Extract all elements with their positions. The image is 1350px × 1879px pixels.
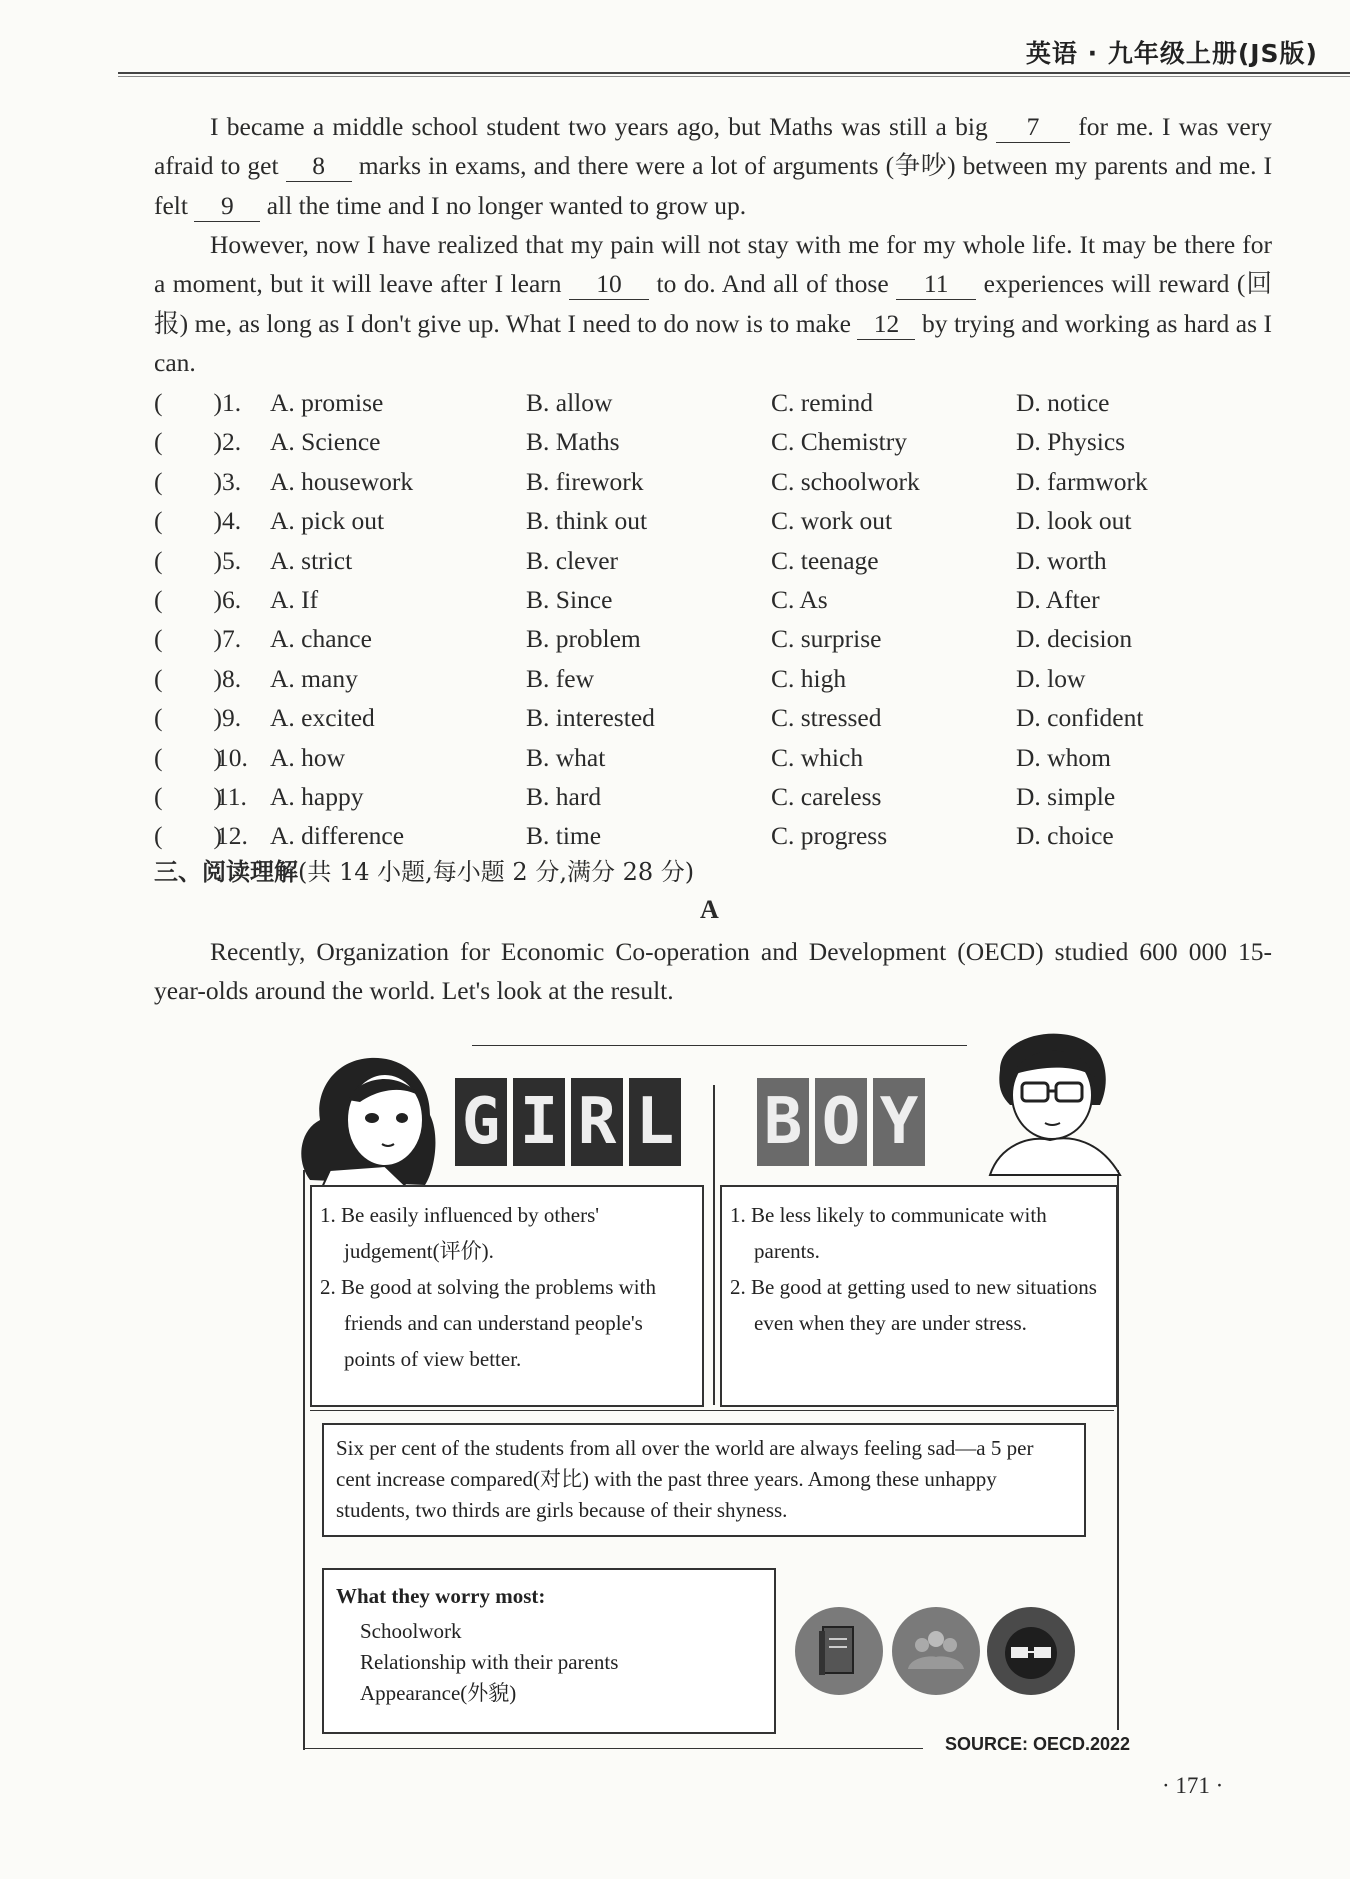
option-d: D. worth — [1016, 545, 1107, 575]
worry-title: What they worry most: — [336, 1584, 546, 1608]
worry-list — [360, 1616, 618, 1709]
question-row — [154, 462, 1274, 501]
option-d: D. farmwork — [1016, 466, 1148, 496]
option-a: A. pick out — [270, 506, 385, 536]
option-c: C. surprise — [771, 624, 882, 654]
option-c: C. work out — [771, 506, 893, 536]
section-title: 三、阅读理解 — [154, 858, 298, 886]
question-number: 8. — [222, 663, 242, 693]
option-a: A. If — [270, 584, 319, 614]
girl-letter: I — [513, 1078, 565, 1166]
option-b: B. what — [526, 742, 606, 772]
option-b: B. Maths — [526, 427, 620, 457]
boy-letter: O — [815, 1078, 867, 1166]
question-row — [154, 541, 1274, 580]
answer-paren[interactable]: ( ) — [154, 545, 222, 575]
question-row — [154, 816, 1274, 855]
girl-illustration — [290, 1040, 450, 1195]
answer-paren[interactable]: ( ) — [154, 821, 222, 851]
boy-letter: B — [757, 1078, 809, 1166]
question-row — [154, 738, 1274, 777]
option-c: C. which — [771, 742, 864, 772]
option-c: C. teenage — [771, 545, 879, 575]
girl-title — [455, 1078, 681, 1166]
answer-paren[interactable]: ( ) — [154, 506, 222, 536]
girl-trait: 1. Be easily influenced by others' judgement(评价). — [320, 1203, 600, 1263]
girl-traits-box — [310, 1185, 704, 1407]
answer-paren[interactable]: ( ) — [154, 781, 222, 811]
option-b: B. Since — [526, 584, 613, 614]
family-icon — [892, 1607, 980, 1695]
question-row — [154, 619, 1274, 658]
option-d: D. choice — [1016, 821, 1114, 851]
blank-11: 11 — [896, 269, 976, 300]
frame-left — [303, 1170, 305, 1750]
girl-traits-list — [320, 1197, 695, 1377]
boy-traits-list — [730, 1197, 1108, 1341]
para1-text-2: for me. I was very afraid to get — [154, 112, 1272, 181]
question-number: 7. — [222, 624, 242, 654]
section-heading — [154, 854, 694, 890]
passage-intro — [154, 932, 1272, 1011]
answer-paren[interactable]: ( ) — [154, 466, 222, 496]
option-a: A. many — [270, 663, 358, 693]
question-number: 12. — [216, 821, 248, 851]
blank-12: 12 — [857, 309, 915, 340]
para1-text-1: I became a middle school student two years ago, but Maths was still a big — [210, 112, 988, 141]
answer-paren[interactable]: ( ) — [154, 663, 222, 693]
book-icon — [795, 1607, 883, 1695]
para2-text-2: to do. And all of those — [656, 269, 889, 299]
option-a: A. strict — [270, 545, 353, 575]
question-row — [154, 580, 1274, 619]
question-number: 5. — [222, 545, 242, 575]
blank-7: 7 — [996, 112, 1070, 143]
option-a: A. difference — [270, 821, 405, 851]
passage-intro-text: Recently, Organization for Economic Co-operation and Development (OECD) studied 600 000 15-year-olds around the world. Let's look at the result. — [154, 937, 1272, 1006]
sad-students-text: Six per cent of the students from all over the world are always feeling sad—a 5 per cent increase compared(对比) with the past three years. Among these unhappy students, two thirds are girls because of their shyness. — [336, 1436, 1034, 1522]
option-d: D. Physics — [1016, 427, 1126, 457]
answer-paren[interactable]: ( ) — [154, 427, 222, 457]
option-c: C. schoolwork — [771, 466, 920, 496]
boy-illustration — [970, 1015, 1130, 1180]
multiple-choice-options — [154, 383, 1274, 856]
option-d: D. notice — [1016, 388, 1110, 417]
option-b: B. few — [526, 663, 594, 693]
page-number: · 171 · — [1162, 1773, 1224, 1798]
answer-paren[interactable]: ( ) — [154, 624, 222, 654]
option-d: D. decision — [1016, 624, 1133, 654]
option-a: A. Science — [270, 427, 381, 457]
worry-item: Relationship with their parents — [360, 1650, 619, 1674]
source-credit: SOURCE: OECD.2022 — [944, 1734, 1130, 1754]
girl-letter: G — [455, 1078, 507, 1166]
question-number: 10. — [216, 742, 248, 772]
section-detail: (共 14 小题,每小题 2 分,满分 28 分) — [298, 858, 695, 886]
question-number: 6. — [222, 584, 242, 614]
question-number: 4. — [222, 506, 242, 536]
glasses-person-icon — [987, 1607, 1075, 1695]
center-divider — [713, 1085, 715, 1405]
option-c: C. careless — [771, 781, 882, 811]
boy-traits-box — [720, 1185, 1118, 1407]
option-d: D. After — [1016, 584, 1100, 614]
para1-text-4: all the time and I no longer wanted to grow up. — [266, 190, 747, 220]
option-a: A. promise — [270, 388, 384, 417]
worry-item: Schoolwork — [360, 1619, 462, 1643]
worry-box — [322, 1568, 776, 1734]
question-row — [154, 659, 1274, 698]
sad-students-box — [322, 1423, 1086, 1537]
option-b: B. problem — [526, 624, 641, 654]
page-header — [0, 0, 1350, 78]
option-c: C. As — [771, 584, 828, 614]
blank-8: 8 — [286, 151, 352, 182]
question-row — [154, 501, 1274, 540]
option-a: A. happy — [270, 781, 364, 811]
question-number: 1. — [222, 388, 242, 417]
question-number: 11. — [216, 781, 247, 811]
answer-paren[interactable]: ( ) — [154, 742, 222, 772]
header-title: 英语 · 九年级上册(JS版) — [1025, 39, 1318, 68]
boy-letter: Y — [873, 1078, 925, 1166]
boy-trait: 2. Be good at getting used to new situations even when they are under stress. — [730, 1275, 1097, 1335]
cloze-paragraph-2 — [154, 225, 1272, 383]
option-c: C. progress — [771, 821, 888, 851]
question-row — [154, 777, 1274, 816]
para2-text-1: However, now I have realized that my pain will not stay with me for my whole life. It may be there for a moment, but it will leave after I learn — [154, 230, 1272, 299]
option-b: B. clever — [526, 545, 619, 575]
option-b: B. hard — [526, 781, 602, 811]
blank-9: 9 — [194, 191, 260, 222]
answer-paren[interactable]: ( ) — [154, 388, 222, 417]
option-a: A. how — [270, 742, 346, 772]
question-row — [154, 422, 1274, 461]
question-number: 3. — [222, 466, 242, 496]
option-a: A. excited — [270, 703, 375, 733]
option-d: D. whom — [1016, 742, 1111, 772]
answer-paren[interactable]: ( ) — [154, 584, 222, 614]
question-number: 9. — [222, 703, 242, 733]
frame-bottom — [303, 1748, 923, 1749]
boy-title — [757, 1078, 925, 1166]
option-b: B. think out — [526, 506, 648, 536]
para2-text-4: by trying and working as hard as I can. — [154, 308, 1273, 378]
option-d: D. simple — [1016, 781, 1116, 811]
option-b: B. interested — [526, 703, 655, 733]
option-b: B. time — [526, 821, 602, 851]
top-divider — [472, 1045, 967, 1046]
passage-letter: A — [700, 895, 719, 924]
option-c: C. Chemistry — [771, 427, 908, 457]
question-number: 2. — [222, 427, 242, 457]
para2-text-3: experiences will reward (回报) me, as long as I don't give up. What I need to do now is to make — [154, 269, 1273, 338]
header-rule-thin — [118, 76, 1350, 77]
girl-letter: L — [629, 1078, 681, 1166]
option-d: D. confident — [1016, 703, 1144, 733]
mid-divider — [310, 1410, 1114, 1411]
option-d: D. low — [1016, 663, 1086, 693]
option-c: C. high — [771, 663, 847, 693]
para1-text-3: marks in exams, and there were a lot of arguments (争吵) between my parents and me. I felt — [154, 151, 1272, 220]
cloze-paragraph-1 — [154, 107, 1272, 225]
option-a: A. chance — [270, 624, 372, 654]
question-row — [154, 383, 1274, 422]
oecd-infographic — [290, 1015, 1130, 1755]
boy-trait: 1. Be less likely to communicate with parents. — [730, 1203, 1047, 1263]
option-b: B. firework — [526, 466, 644, 496]
option-a: A. housework — [270, 466, 414, 496]
option-c: C. stressed — [771, 703, 882, 733]
option-c: C. remind — [771, 388, 873, 417]
answer-paren[interactable]: ( ) — [154, 703, 222, 733]
girl-trait: 2. Be good at solving the problems with friends and can understand people's points of view better. — [320, 1275, 656, 1371]
girl-letter: R — [571, 1078, 623, 1166]
worry-item: Appearance(外貌) — [360, 1681, 517, 1705]
question-row — [154, 698, 1274, 737]
option-d: D. look out — [1016, 506, 1132, 536]
header-rule — [118, 72, 1350, 74]
blank-10: 10 — [569, 269, 649, 300]
option-b: B. allow — [526, 388, 613, 417]
